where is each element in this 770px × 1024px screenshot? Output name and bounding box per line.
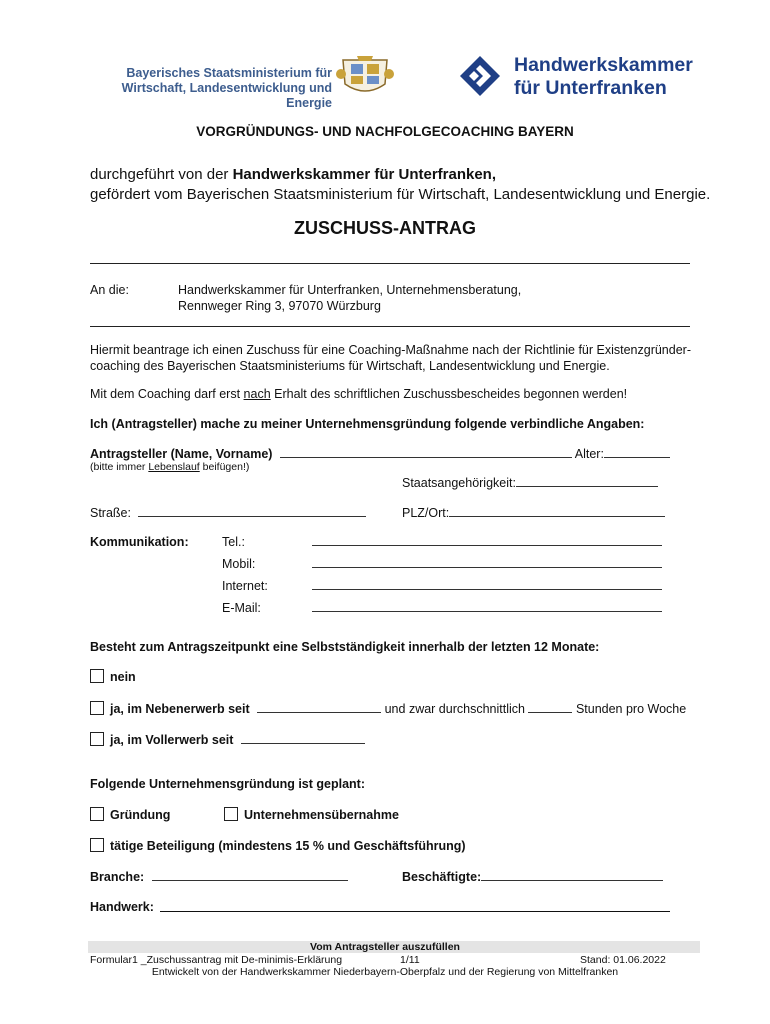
applicant-label: Antragsteller (Name, Vorname) [90, 447, 273, 461]
cv-underline: Lebenslauf [148, 461, 200, 473]
option-participation-label: tätige Beteiligung (mindestens 15 % und Geschäftsführung) [110, 839, 466, 853]
ministry-line-1: Bayerisches Staatsministerium für [126, 66, 332, 80]
coaching-notice [90, 386, 627, 402]
notice-before: Mit dem Coaching darf erst [90, 387, 244, 401]
checkbox-founding[interactable] [90, 807, 104, 821]
craft-row [90, 899, 154, 915]
intro-prefix: durchgeführt von der [90, 166, 233, 183]
nationality-label: Staatsangehörigkeit: [402, 476, 516, 490]
request-paragraph [90, 342, 691, 374]
mobile-label: Mobil: [222, 557, 256, 571]
mobile-field[interactable] [312, 567, 662, 568]
cv-before: (bitte immer [90, 461, 149, 473]
footer-credit: Entwickelt von der Handwerkskammer Niederbayern-Oberpfalz und der Regierung von Mittelfranken [151, 966, 619, 978]
internet-field[interactable] [312, 589, 662, 590]
option-full-label: ja, im Vollerwerb seit [110, 733, 234, 747]
internet-label: Internet: [222, 579, 268, 593]
communication-label: Kommunikation: [90, 535, 189, 549]
request-line-2: coaching des Bayerischen Staatsministeriums für Wirtschaft, Landesentwicklung und Energie. [90, 359, 610, 373]
employees-field[interactable] [481, 880, 663, 881]
declaration-heading: Ich (Antragsteller) mache zu meiner Unternehmensgründung folgende verbindliche Angaben: [90, 417, 645, 431]
hwk-logo-icon [460, 56, 500, 96]
divider-top [90, 263, 690, 264]
checkbox-full-time[interactable] [90, 732, 104, 746]
option-side-job [90, 701, 686, 717]
side-job-since-field[interactable] [257, 712, 381, 713]
option-no [90, 669, 136, 685]
option-participation [90, 838, 466, 854]
ministry-line-2: Wirtschaft, Landesentwicklung und Energie [121, 81, 332, 110]
founding-question: Folgende Unternehmensgründung ist geplant: [90, 777, 365, 791]
hwk-logo-text [514, 54, 693, 100]
intro-org: Handwerkskammer für Unterfranken, [232, 166, 497, 183]
option-takeover-label: Unternehmensübernahme [244, 808, 399, 822]
hours-field[interactable] [528, 712, 572, 713]
side-end-text: Stunden pro Woche [575, 702, 687, 716]
branch-row [90, 869, 348, 885]
recipient-address [178, 282, 521, 314]
footer-page-number: 1/11 [400, 954, 420, 966]
tel-label: Tel.: [222, 535, 245, 549]
option-no-label: nein [110, 670, 136, 684]
craft-label: Handwerk: [90, 900, 154, 914]
street-field[interactable] [138, 516, 366, 517]
zip-field[interactable] [449, 516, 665, 517]
recipient-line-2: Rennweger Ring 3, 97070 Würzburg [178, 299, 381, 313]
zip-row [402, 505, 665, 521]
employees-row [402, 869, 663, 885]
option-takeover [224, 807, 399, 823]
option-founding [90, 807, 170, 823]
email-field[interactable] [312, 611, 662, 612]
applicant-name-field[interactable] [280, 457, 572, 458]
bavarian-crest-icon [335, 54, 395, 98]
intro-text [90, 165, 710, 205]
footer-band-text: Vom Antragsteller auszufüllen [310, 941, 460, 953]
notice-underline: nach [243, 387, 271, 401]
recipient-line-1: Handwerkskammer für Unterfranken, Unternehmensberatung, [178, 283, 522, 297]
footer-date: Stand: 01.06.2022 [580, 954, 666, 966]
checkbox-participation[interactable] [90, 838, 104, 852]
notice-after: Erhalt des schriftlichen Zuschussbescheides begonnen werden! [270, 387, 628, 401]
document-title: VORGRÜNDUNGS- UND NACHFOLGECOACHING BAYERN [196, 124, 574, 139]
checkbox-no[interactable] [90, 669, 104, 683]
employees-label: Beschäftigte: [402, 870, 482, 884]
footer-form-name: Formular1 _Zuschussantrag mit De-minimis-Erklärung [90, 954, 343, 966]
cv-note [90, 461, 249, 474]
street-row [90, 505, 366, 521]
email-label: E-Mail: [222, 601, 261, 615]
request-line-1: Hiermit beantrage ich einen Zuschuss für eine Coaching-Maßnahme nach der Richtlinie für Existenzgründer- [90, 343, 691, 357]
checkbox-takeover[interactable] [224, 807, 238, 821]
divider-recipient [90, 326, 690, 327]
hwk-line-1: Handwerkskammer [514, 54, 693, 76]
cv-after: beifügen!) [199, 461, 250, 473]
full-time-since-field[interactable] [241, 743, 365, 744]
branch-label: Branche: [90, 870, 145, 884]
intro-line-2: gefördert vom Bayerischen Staatsministerium für Wirtschaft, Landesentwicklung und Energie. [90, 186, 711, 203]
side-mid-text: und zwar durchschnittlich [384, 702, 525, 716]
hwk-line-2: für Unterfranken [514, 77, 667, 99]
nationality-row [402, 475, 658, 491]
form-subtitle: ZUSCHUSS-ANTRAG [294, 218, 476, 238]
checkbox-side-job[interactable] [90, 701, 104, 715]
option-side-label: ja, im Nebenerwerb seit [110, 702, 250, 716]
self-employment-question: Besteht zum Antragszeitpunkt eine Selbstständigkeit innerhalb der letzten 12 Monate: [90, 640, 600, 654]
zip-label: PLZ/Ort: [402, 506, 450, 520]
branch-field[interactable] [152, 880, 348, 881]
age-label: Alter: [574, 447, 604, 461]
tel-field[interactable] [312, 545, 662, 546]
ministry-logo-text [100, 66, 332, 111]
option-full-time [90, 732, 365, 748]
option-founding-label: Gründung [110, 808, 171, 822]
street-label: Straße: [90, 506, 131, 520]
craft-field[interactable] [160, 911, 670, 912]
age-field[interactable] [604, 457, 670, 458]
nationality-field[interactable] [516, 486, 658, 487]
applicant-row [90, 446, 670, 462]
recipient-label: An die: [90, 283, 129, 297]
